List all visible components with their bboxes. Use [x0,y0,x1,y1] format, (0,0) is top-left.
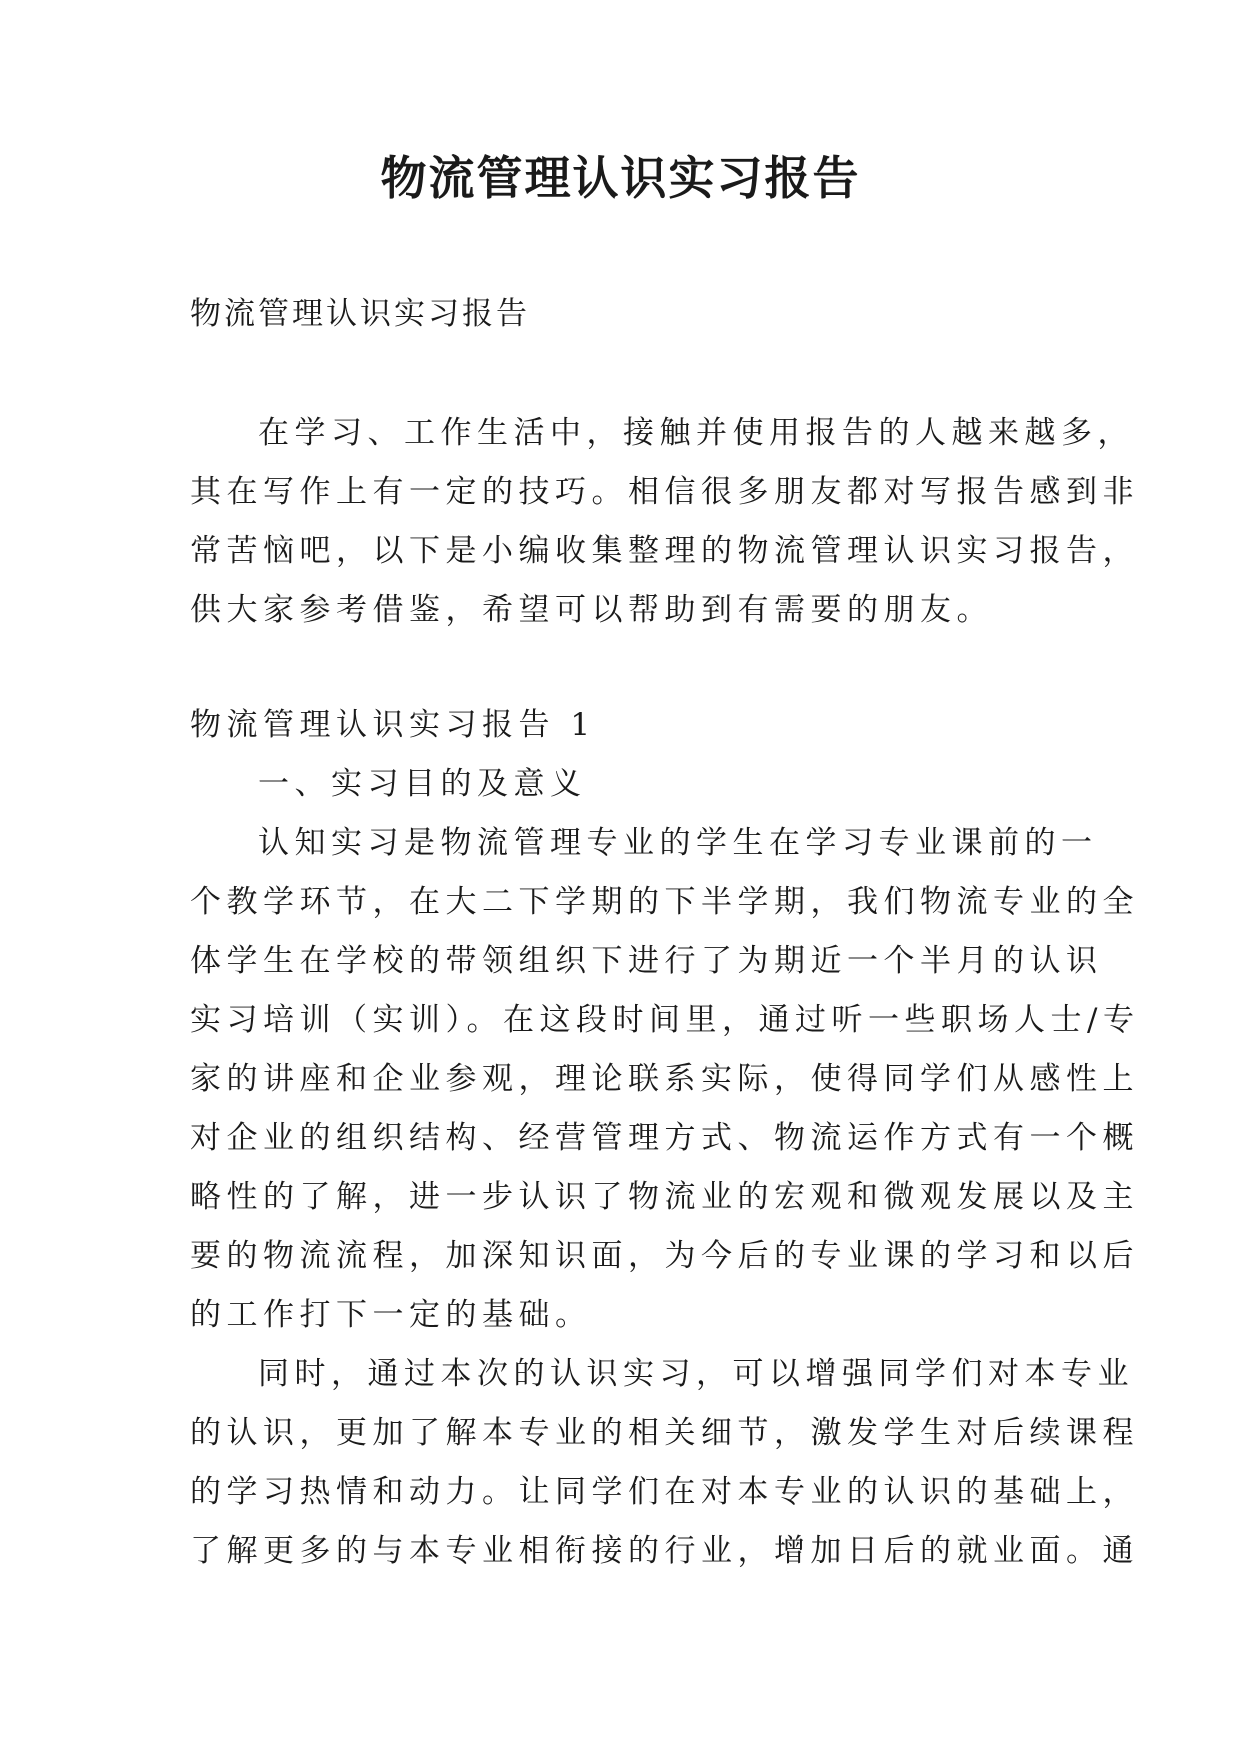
section-title: 物流管理认识实习报告 1 [190,707,596,743]
paragraph-line: 同时，通过本次的认识实习，可以增强同学们对本专业 [258,1356,1134,1392]
document-subtitle: 物流管理认识实习报告 [190,296,530,332]
intro-line: 其在写作上有一定的技巧。相信很多朋友都对写报告感到非 [190,474,1139,510]
section-body [190,696,1140,1581]
paragraph-line: 要的物流流程，加深知识面，为今后的专业课的学习和以后 [190,1238,1139,1274]
paragraph-line: 的认识，更加了解本专业的相关细节，激发学生对后续课程 [190,1415,1139,1451]
paragraph-line: 对企业的组织结构、经营管理方式、物流运作方式有一个概 [190,1120,1139,1156]
paragraph-line: 的工作打下一定的基础。 [190,1297,592,1333]
paragraph-line: 个教学环节，在大二下学期的下半学期，我们物流专业的全 [190,884,1139,920]
intro-line: 常苦恼吧，以下是小编收集整理的物流管理认识实习报告， [190,533,1139,569]
paragraph-line: 认知实习是物流管理专业的学生在学习专业课前的一 [258,825,1098,861]
document-title: 物流管理认识实习报告 [380,151,861,205]
intro-paragraph [190,404,1139,640]
paragraph-line: 略性的了解，进一步认识了物流业的宏观和微观发展以及主 [190,1179,1139,1215]
paragraph-line: 了解更多的与本专业相衔接的行业，增加日后的就业面。通 [190,1533,1139,1569]
intro-line: 供大家参考借鉴，希望可以帮助到有需要的朋友。 [190,592,993,628]
paragraph-line: 家的讲座和企业参观，理论联系实际，使得同学们从感性上 [190,1061,1139,1097]
paragraph-line: 体学生在学校的带领组织下进行了为期近一个半月的认识 [190,943,1103,979]
section-heading: 一、实习目的及意义 [258,766,587,802]
intro-line: 在学习、工作生活中，接触并使用报告的人越来越多， [258,415,1134,451]
paragraph-line: 的学习热情和动力。让同学们在对本专业的认识的基础上， [190,1474,1139,1510]
paragraph-line: 实习培训（实训）。在这段时间里，通过听一些职场人士/专 [190,1002,1140,1038]
